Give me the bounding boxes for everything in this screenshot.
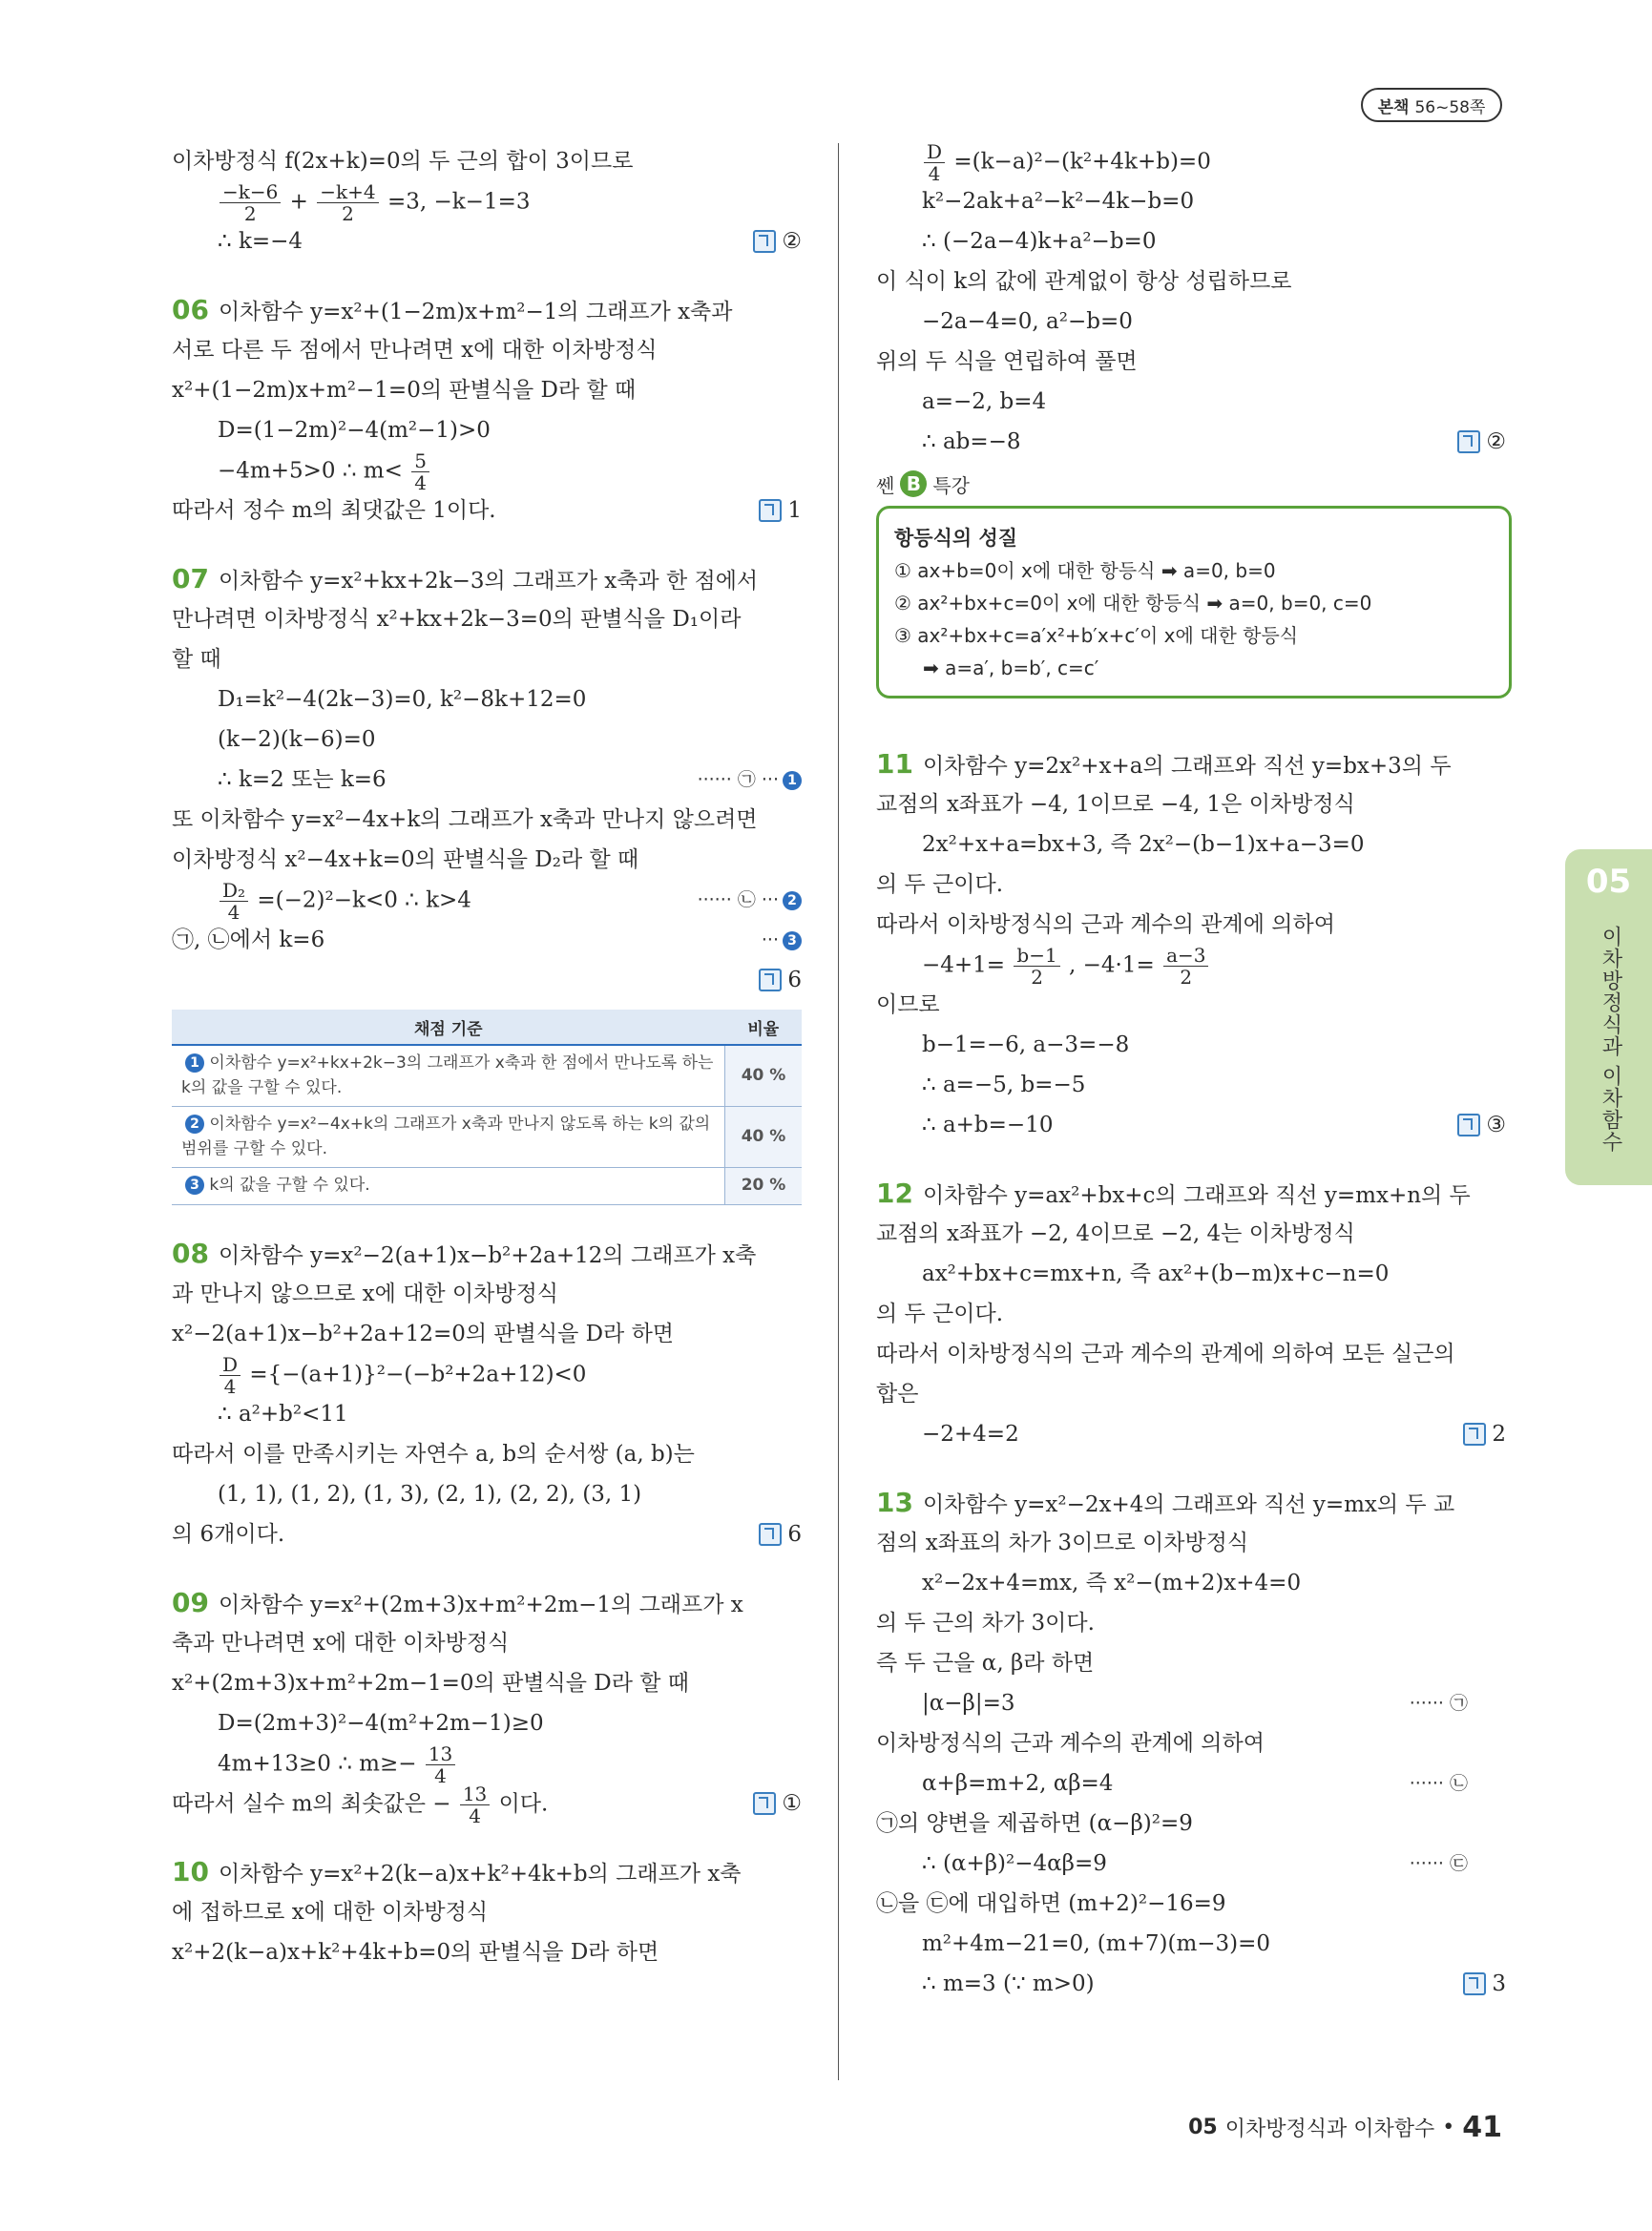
answer-value: ② <box>1486 429 1506 454</box>
numerator: 5 <box>411 450 429 472</box>
answer <box>753 221 802 261</box>
box-item: ① ax+b=0이 x에 대한 항등식 ➡ a=0, b=0 <box>894 559 1276 582</box>
equation-tag: ······ ㉠ <box>1409 1693 1468 1714</box>
numerator: D <box>924 141 945 163</box>
badge-suffix: 특강 <box>932 473 970 497</box>
answer-value: ② <box>782 229 802 254</box>
problem-number: 07 <box>172 563 209 594</box>
right-column <box>876 141 1506 2004</box>
equation-text: ={−(a+1)}²−(−b²+2a+12)<0 <box>249 1362 587 1387</box>
problem-number: 06 <box>172 294 209 325</box>
equation-text: , −4·1= <box>1069 952 1155 978</box>
math-line: D=(1−2m)²−4(m²−1)>0 <box>218 418 491 443</box>
math-line <box>172 221 802 261</box>
problem-heading <box>172 1234 802 1274</box>
math-line <box>172 449 802 494</box>
text-line: 이므로 <box>876 992 940 1017</box>
math-line <box>876 1964 1506 2004</box>
table-row <box>172 1107 802 1168</box>
table-cell-ratio: 40 % <box>725 1045 803 1107</box>
text-line: x²+2(k−a)x+k²+4k+b=0의 판별식을 D라 하면 <box>172 1939 659 1965</box>
problem-heading <box>876 744 1506 784</box>
math-line: ∴ a²+b²<11 <box>218 1401 348 1427</box>
denominator: 2 <box>1031 966 1043 989</box>
fraction <box>317 181 378 224</box>
problem-text: 이차함수 y=x²+kx+2k−3의 그래프가 x축과 한 점에서 <box>218 569 759 594</box>
fraction <box>411 450 429 493</box>
answer-line <box>172 960 802 1000</box>
step-tag <box>698 760 802 800</box>
math-line: b−1=−6, a−3=−8 <box>922 1032 1130 1057</box>
step-1-icon: 1 <box>185 1053 204 1073</box>
math-line <box>876 1844 1506 1884</box>
answer-value: ③ <box>1486 1113 1506 1137</box>
answer-icon <box>759 969 782 991</box>
math-line <box>876 1414 1506 1454</box>
answer <box>1463 1414 1506 1454</box>
text-line: 이차방정식의 근과 계수의 관계에 의하여 <box>876 1731 1265 1756</box>
text-line: 이 식이 k의 값에 관계없이 항상 성립하므로 <box>876 269 1292 294</box>
denominator: 2 <box>342 202 354 225</box>
text-line: x²−2(a+1)x−b²+2a+12=0의 판별식을 D라 하면 <box>172 1321 675 1346</box>
step-3-icon: 3 <box>185 1176 204 1195</box>
text-line: 합은 <box>876 1382 919 1407</box>
equation-text: =3, −k−1=3 <box>387 189 531 215</box>
math-line <box>876 1105 1506 1145</box>
math-line: x²−2x+4=mx, 즉 x²−(m+2)x+4=0 <box>922 1571 1302 1595</box>
problem-text: 이차함수 y=2x²+x+a의 그래프와 직선 y=bx+3의 두 <box>922 754 1452 779</box>
equation-text: −2+4=2 <box>922 1422 1019 1447</box>
text-line: 즉 두 근을 α, β라 하면 <box>876 1651 1095 1676</box>
answer-icon <box>759 499 782 522</box>
problem-text: 이차함수 y=x²−2x+4의 그래프와 직선 y=mx의 두 교 <box>922 1492 1455 1517</box>
answer-icon <box>759 1523 782 1546</box>
text-line <box>172 1782 802 1827</box>
math-line <box>876 1763 1506 1804</box>
chapter-number: 05 <box>1585 863 1632 901</box>
equation-text: ∴ a+b=−10 <box>922 1113 1054 1137</box>
equation-text: 4m+13≥0 ∴ m≥− <box>218 1751 417 1776</box>
identity-properties-box <box>876 506 1512 698</box>
answer <box>759 1514 802 1554</box>
denominator: 4 <box>469 1804 481 1827</box>
text-line: 또 이차함수 y=x²−4x+k의 그래프가 x축과 만나지 않으려면 <box>172 807 758 832</box>
equation-tag: ······ ㉡ <box>1409 1773 1468 1794</box>
answer-value: 2 <box>1492 1422 1506 1447</box>
table-row <box>172 1168 802 1205</box>
box-item: ➡ a=a′, b=b′, c=c′ <box>923 657 1099 679</box>
table-row <box>172 1045 802 1107</box>
tag-text: ······ ㉠ ··· <box>697 769 779 790</box>
problem-text: 이차함수 y=x²+2(k−a)x+k²+4k+b의 그래프가 x축 <box>218 1861 742 1887</box>
table-header-ratio: 비율 <box>725 1010 803 1045</box>
text-line: 따라서 이차방정식의 근과 계수의 관계에 의하여 모든 실근의 <box>876 1342 1455 1366</box>
math-line: (1, 1), (1, 2), (1, 3), (2, 1), (2, 2), (3, 1) <box>218 1481 642 1507</box>
box-item: ③ ax²+bx+c=a′x²+b′x+c′이 x에 대한 항등식 <box>894 624 1299 647</box>
table-cell-ratio: 20 % <box>725 1168 803 1205</box>
answer <box>1457 422 1506 462</box>
problem-number: 09 <box>172 1586 209 1618</box>
numerator: −k−6 <box>220 181 281 203</box>
equation-text: ∴ (α+β)²−4αβ=9 <box>922 1851 1107 1876</box>
numerator: a−3 <box>1163 945 1208 967</box>
equation-tag: ······ ㉢ <box>1409 1853 1468 1874</box>
denominator: 4 <box>227 901 240 924</box>
text-line: 교점의 x좌표가 −4, 1이므로 −4, 1은 이차방정식 <box>876 792 1355 817</box>
box-title: 항등식의 성질 <box>894 527 1018 550</box>
math-line <box>172 1352 802 1398</box>
equation-text: ∴ k=2 또는 k=6 <box>218 767 387 792</box>
math-line <box>172 760 802 800</box>
math-line: ax²+bx+c=mx+n, 즉 ax²+(b−m)x+c−n=0 <box>922 1261 1390 1286</box>
fraction <box>924 141 945 184</box>
answer-value: 3 <box>1492 1971 1506 1996</box>
footer-bullet: • <box>1442 2116 1455 2139</box>
problem-number: 12 <box>876 1178 913 1209</box>
equation-text: ∴ k=−4 <box>218 229 303 254</box>
text-line: 에 접하므로 x에 대한 이차방정식 <box>172 1899 489 1925</box>
fraction <box>1014 945 1059 988</box>
math-line: −2a−4=0, a²−b=0 <box>922 309 1133 334</box>
answer-icon <box>1463 1423 1486 1446</box>
problem-number: 13 <box>876 1487 913 1518</box>
problem-number: 10 <box>172 1855 209 1887</box>
problem-number: 08 <box>172 1237 209 1269</box>
box-item: ② ax²+bx+c=0이 x에 대한 항등식 ➡ a=0, b=0, c=0 <box>894 592 1372 615</box>
tag-text: ······ ㉡ ··· <box>697 889 779 910</box>
conclusion-text: 의 6개이다. <box>172 1521 285 1547</box>
table-cell-ratio: 40 % <box>725 1107 803 1168</box>
problem-heading <box>172 290 802 330</box>
chapter-title: 이차방정식과 이차함수 <box>1599 926 1622 1153</box>
problem-text: 이차함수 y=x²+(2m+3)x+m²+2m−1의 그래프가 x <box>218 1592 743 1617</box>
answer-icon <box>753 1792 776 1815</box>
fraction-line <box>172 180 802 225</box>
level-b-icon: B <box>900 470 927 497</box>
equation-text: =(−2)²−k<0 ∴ k>4 <box>257 887 471 913</box>
conclusion-text: 따라서 정수 m의 최댓값은 1이다. <box>172 498 496 523</box>
math-line: (k−2)(k−6)=0 <box>218 727 376 752</box>
text-line: 과 만나지 않으므로 x에 대한 이차방정식 <box>172 1281 559 1306</box>
table-header-criteria: 채점 기준 <box>172 1010 725 1045</box>
chapter-side-tab <box>1565 849 1652 1185</box>
numerator: 13 <box>460 1783 490 1805</box>
fraction <box>220 181 281 224</box>
step-tag <box>762 920 802 960</box>
footer-chapter-number: 05 <box>1188 2116 1218 2139</box>
text-line: 할 때 <box>172 647 221 672</box>
grading-table <box>172 1010 802 1205</box>
numerator: D₂ <box>220 880 248 902</box>
fraction <box>220 1354 240 1397</box>
text-line: 만나려면 이차방정식 x²+kx+2k−3=0의 판별식을 D₁이라 <box>172 607 742 632</box>
answer <box>753 1783 802 1824</box>
problem-heading <box>172 559 802 599</box>
problem-text: 이차함수 y=x²+(1−2m)x+m²−1의 그래프가 x축과 <box>218 300 733 324</box>
problem-text: 이차함수 y=ax²+bx+c의 그래프와 직선 y=mx+n의 두 <box>922 1183 1471 1208</box>
math-line: k²−2ak+a²−k²−4k−b=0 <box>922 189 1195 214</box>
equation-text: α+β=m+2, αβ=4 <box>922 1771 1114 1796</box>
problem-text: 이차함수 y=x²−2(a+1)x−b²+2a+12의 그래프가 x축 <box>218 1242 757 1268</box>
math-line <box>876 1683 1506 1723</box>
denominator: 4 <box>223 1374 237 1398</box>
text-line: ㉡을 ㉢에 대입하면 (m+2)²−16=9 <box>876 1891 1226 1916</box>
answer-value: ① <box>782 1790 802 1816</box>
text-line: 의 두 근이다. <box>876 1302 1004 1326</box>
text-line: x²+(1−2m)x+m²−1=0의 판별식을 D라 할 때 <box>172 378 637 403</box>
text-line: 이차방정식 x²−4x+k=0의 판별식을 D₂라 할 때 <box>172 847 639 872</box>
table-cell <box>172 1107 725 1168</box>
equation-text: ∴ m=3 (∵ m>0) <box>922 1971 1095 1996</box>
text-line: 축과 만나려면 x에 대한 이차방정식 <box>172 1630 510 1656</box>
numerator: −k+4 <box>317 181 378 203</box>
text-line: ㉠의 양변을 제곱하면 (α−β)²=9 <box>876 1811 1193 1836</box>
math-line <box>876 944 1506 989</box>
special-lecture-badge <box>876 468 1506 500</box>
badge-prefix: 쎈 <box>876 473 895 497</box>
text-line: 점의 x좌표의 차가 3이므로 이차방정식 <box>876 1531 1249 1555</box>
text-line: 따라서 이차방정식의 근과 계수의 관계에 의하여 <box>876 912 1335 937</box>
step-1-icon: 1 <box>783 771 802 790</box>
fraction <box>1163 945 1208 988</box>
answer <box>759 960 802 1000</box>
numerator: D <box>220 1354 240 1376</box>
text-line: 교점의 x좌표가 −2, 4이므로 −2, 4는 이차방정식 <box>876 1221 1355 1246</box>
answer-value: 1 <box>787 498 802 523</box>
page-ref-label: 본책 <box>1377 97 1410 117</box>
math-line: ∴ (−2a−4)k+a²−b=0 <box>922 229 1157 254</box>
page-footer <box>1188 2111 1502 2144</box>
problem-heading <box>172 1583 802 1623</box>
equation-text: −4+1= <box>922 952 1006 978</box>
step-2-icon: 2 <box>185 1115 204 1134</box>
problem-number: 11 <box>876 748 913 780</box>
text-line: x²+(2m+3)x+m²+2m−1=0의 판별식을 D라 할 때 <box>172 1670 689 1696</box>
equation-text: |α−β|=3 <box>922 1691 1015 1716</box>
math-line: D₁=k²−4(2k−3)=0, k²−8k+12=0 <box>218 687 587 712</box>
problem-heading <box>876 1174 1506 1214</box>
criteria-text: 이차함수 y=x²−4x+k의 그래프가 x축과 만나지 않도록 하는 k의 값의 범위를 구할 수 있다. <box>181 1115 711 1158</box>
text-line: 서로 다른 두 점에서 만나려면 x에 대한 이차방정식 <box>172 338 658 363</box>
equation-text: =(k−a)²−(k²+4k+b)=0 <box>953 149 1211 175</box>
answer-icon <box>1457 1114 1480 1136</box>
plus-sign: + <box>289 189 308 215</box>
conclusion-text: 따라서 실수 m의 최솟값은 − <box>172 1791 451 1816</box>
answer-value: 6 <box>787 968 802 992</box>
equation-text: ∴ ab=−8 <box>922 429 1021 454</box>
equation-text: −4m+5>0 ∴ m< <box>218 458 403 484</box>
fraction <box>220 880 248 923</box>
text-line <box>172 490 802 531</box>
problem-heading <box>172 1852 802 1892</box>
fraction <box>426 1743 455 1786</box>
answer <box>1457 1105 1506 1145</box>
answer <box>759 490 802 531</box>
math-line: 2x²+x+a=bx+3, 즉 2x²−(b−1)x+a−3=0 <box>922 832 1365 857</box>
numerator: b−1 <box>1014 945 1059 967</box>
page-number: 41 <box>1462 2111 1502 2144</box>
denominator: 2 <box>1180 966 1193 989</box>
numerator: 13 <box>426 1743 455 1765</box>
math-line <box>876 422 1506 462</box>
equation-text: ㉠, ㉡에서 k=6 <box>172 928 325 952</box>
page-ref-range: 56~58쪽 <box>1414 97 1486 117</box>
denominator: 4 <box>928 162 941 185</box>
text-line: 위의 두 식을 연립하여 풀면 <box>876 349 1138 374</box>
step-2-icon: 2 <box>783 891 802 910</box>
math-line <box>172 879 802 924</box>
text-line: 의 두 근의 차가 3이다. <box>876 1611 1095 1636</box>
table-cell <box>172 1045 725 1107</box>
answer-icon <box>753 230 776 253</box>
criteria-text: 이차함수 y=x²+kx+2k−3의 그래프가 x축과 한 점에서 만나도록 하는 k의 값을 구할 수 있다. <box>181 1053 714 1097</box>
text-line: 이차방정식 f(2x+k)=0의 두 근의 합이 3이므로 <box>172 149 634 174</box>
math-line: D=(2m+3)²−4(m²+2m−1)≥0 <box>218 1710 544 1736</box>
math-line: ∴ a=−5, b=−5 <box>922 1073 1086 1097</box>
text-line <box>172 920 802 960</box>
fraction <box>460 1783 490 1826</box>
text-line: 따라서 이를 만족시키는 자연수 a, b의 순서쌍 (a, b)는 <box>172 1441 695 1467</box>
page-reference-badge <box>1361 88 1502 122</box>
math-line <box>876 140 1506 185</box>
text-line: 의 두 근이다. <box>876 872 1004 897</box>
tag-text: ··· <box>761 929 779 950</box>
criteria-text: k의 값을 구할 수 있다. <box>209 1176 370 1195</box>
column-divider <box>838 143 839 2080</box>
denominator: 4 <box>414 471 427 494</box>
conclusion-text: 이다. <box>498 1791 549 1816</box>
math-line: a=−2, b=4 <box>922 389 1047 414</box>
math-line <box>172 1741 802 1787</box>
answer-value: 6 <box>787 1521 802 1547</box>
step-3-icon: 3 <box>783 931 802 950</box>
denominator: 4 <box>434 1763 447 1787</box>
step-tag <box>698 880 802 920</box>
math-line: m²+4m−21=0, (m+7)(m−3)=0 <box>922 1931 1271 1956</box>
denominator: 2 <box>243 202 257 225</box>
left-column <box>172 141 802 1972</box>
answer-icon <box>1457 430 1480 453</box>
problem-heading <box>876 1483 1506 1523</box>
answer <box>1463 1964 1506 2004</box>
answer-icon <box>1463 1972 1486 1995</box>
footer-chapter-title: 이차방정식과 이차함수 <box>1224 2117 1435 2141</box>
table-cell <box>172 1168 725 1205</box>
text-line <box>172 1514 802 1554</box>
